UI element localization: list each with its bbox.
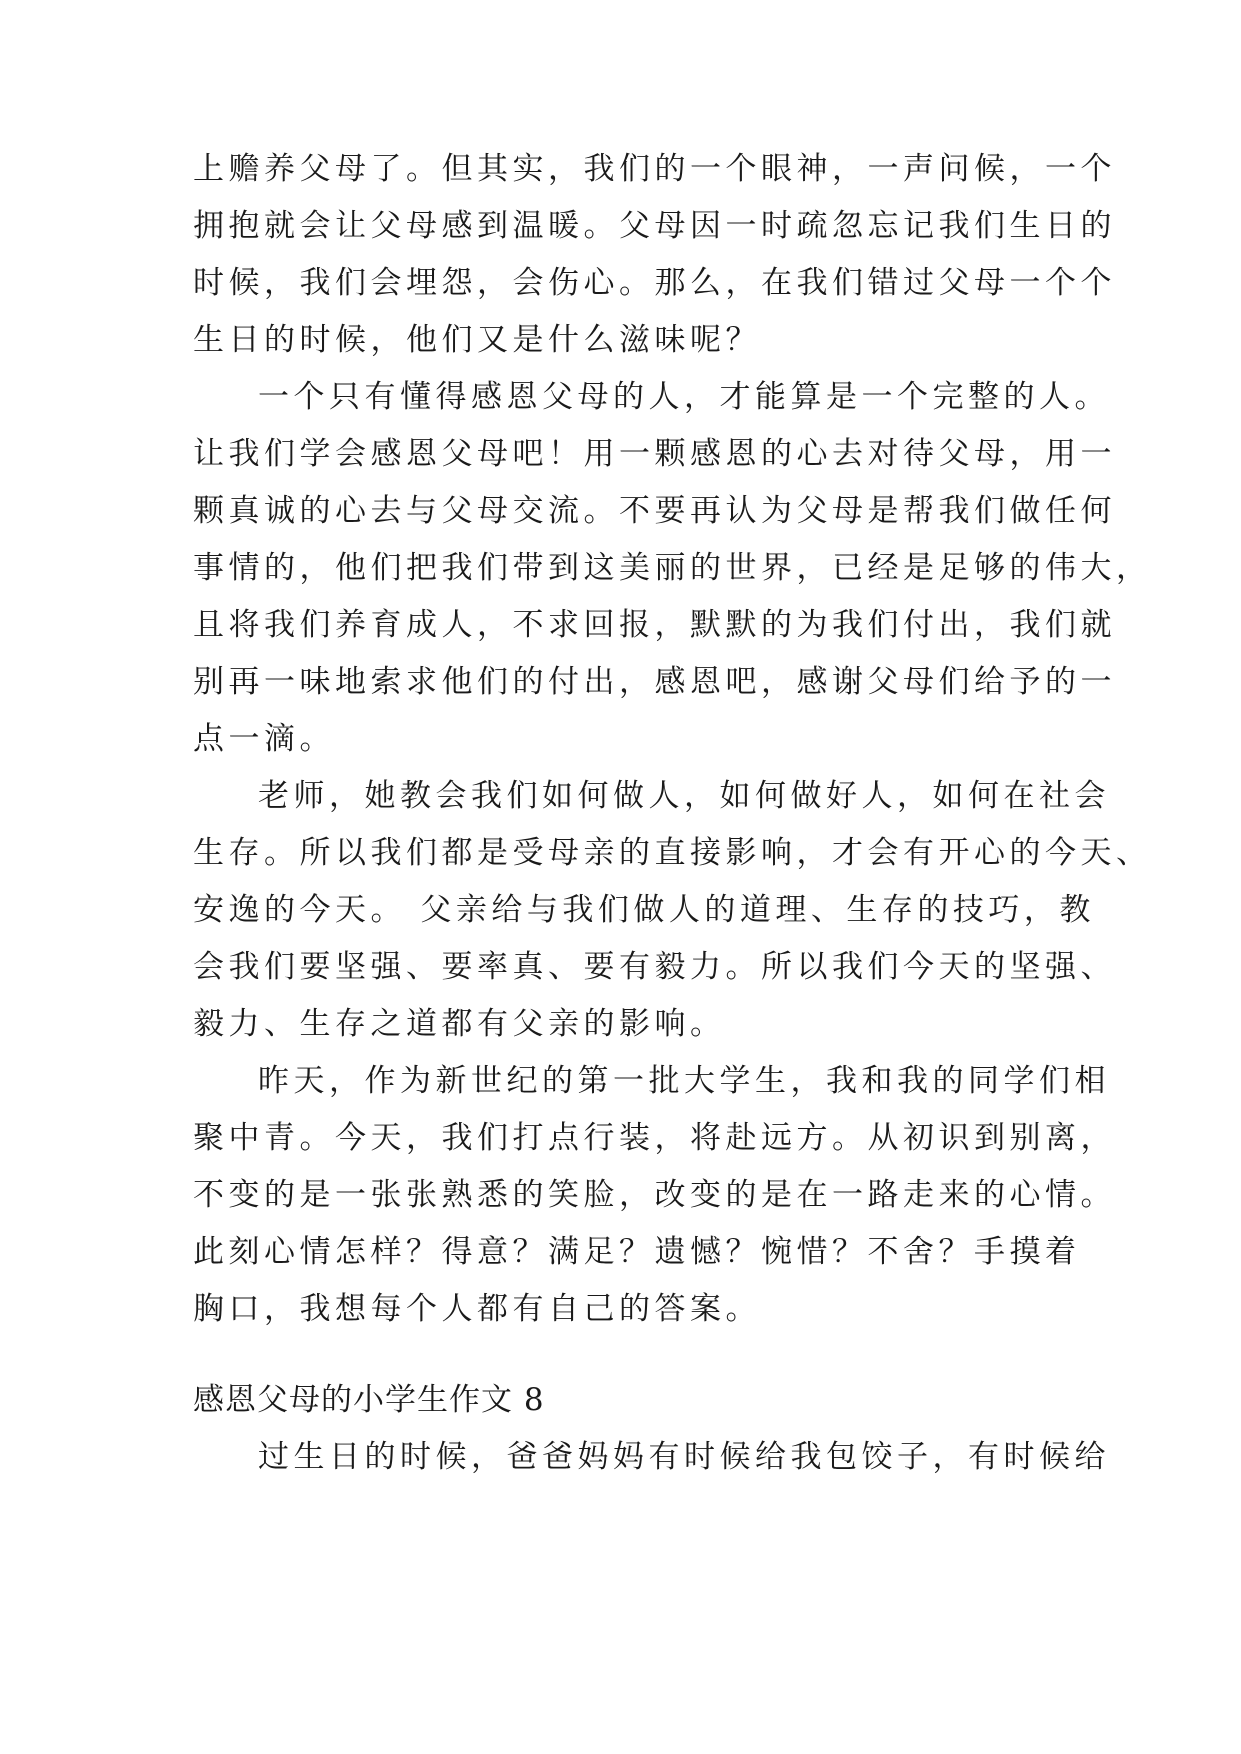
- text-line: 颗真诚的心去与父母交流。不要再认为父母是帮我们做任何: [193, 493, 1116, 529]
- text-line: 且将我们养育成人，不求回报，默默的为我们付出，我们就: [193, 607, 1116, 643]
- text-line: 生存。所以我们都是受母亲的直接影响，才会有开心的今天、: [193, 835, 1152, 871]
- text-line: 点一滴。: [193, 721, 335, 757]
- text-line: 别再一味地索求他们的付出，感恩吧，感谢父母们给予的一: [193, 664, 1116, 700]
- paragraph-start-line: 一个只有懂得感恩父母的人，才能算是一个完整的人。: [258, 379, 1110, 415]
- paragraph-start-line: 老师，她教会我们如何做人，如何做好人，如何在社会: [258, 778, 1110, 814]
- text-line: 胸口，我想每个人都有自己的答案。: [193, 1291, 761, 1327]
- text-line: 让我们学会感恩父母吧！用一颗感恩的心去对待父母，用一: [193, 436, 1116, 472]
- section-heading: 感恩父母的小学生作文 8: [193, 1382, 545, 1418]
- text-line: 上赡养父母了。但其实，我们的一个眼神，一声问候，一个: [193, 151, 1116, 187]
- text-line: 会我们要坚强、要率真、要有毅力。所以我们今天的坚强、: [193, 949, 1116, 985]
- text-line: 时候，我们会埋怨，会伤心。那么，在我们错过父母一个个: [193, 265, 1116, 301]
- text-line: 拥抱就会让父母感到温暖。父母因一时疏忽忘记我们生日的: [193, 208, 1116, 244]
- text-line: 聚中青。今天，我们打点行装，将赴远方。从初识到别离，: [193, 1120, 1116, 1156]
- text-line: 安逸的今天。 父亲给与我们做人的道理、生存的技巧，教: [193, 892, 1095, 928]
- text-line: 生日的时候，他们又是什么滋味呢？: [193, 322, 761, 358]
- text-line: 不变的是一张张熟悉的笑脸，改变的是在一路走来的心情。: [193, 1177, 1116, 1213]
- text-line: 毅力、生存之道都有父亲的影响。: [193, 1006, 726, 1042]
- paragraph-start-line: 过生日的时候，爸爸妈妈有时候给我包饺子，有时候给: [258, 1439, 1110, 1475]
- text-line: 此刻心情怎样？得意？满足？遗憾？惋惜？不舍？手摸着: [193, 1234, 1081, 1270]
- paragraph-start-line: 昨天，作为新世纪的第一批大学生，我和我的同学们相: [258, 1063, 1110, 1099]
- text-line: 事情的，他们把我们带到这美丽的世界，已经是足够的伟大，: [193, 550, 1152, 586]
